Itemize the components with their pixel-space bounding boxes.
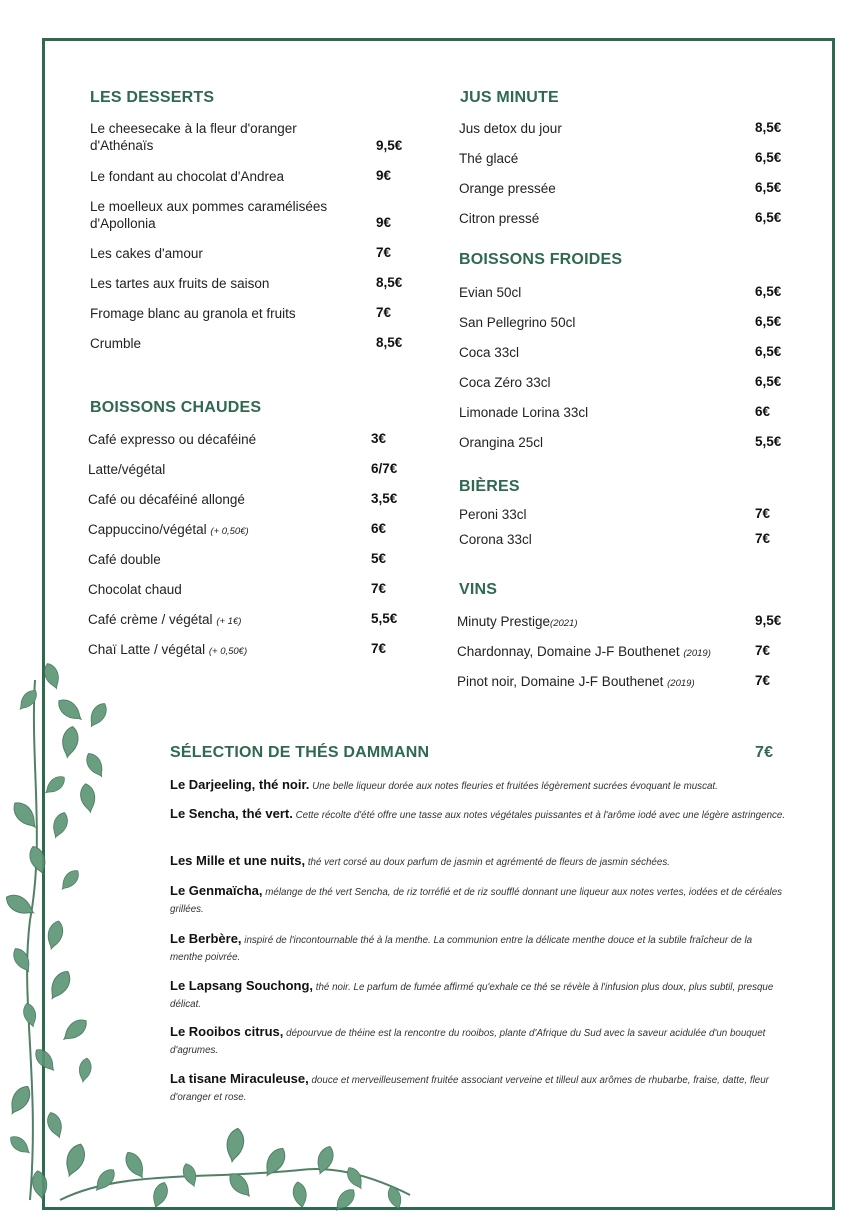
cold-drink-price: 6,5€ [755, 374, 782, 389]
tea-name: Le Berbère, [170, 931, 242, 946]
ivy-leaf [332, 1186, 359, 1214]
tea-description: dépourvue de théine est la rencontre du rooibos, plante d'Afrique du Sud avec la saveur acidulée d'un bouquet d'agrumes. [170, 1028, 766, 1056]
tea-price: 7€ [755, 744, 774, 761]
ivy-leaf [314, 1144, 337, 1176]
ivy-leaf [62, 1141, 89, 1178]
ivy-leaf [45, 919, 66, 950]
beer-price: 7€ [755, 506, 771, 521]
ivy-leaf [291, 1181, 308, 1209]
hot-drink-name: Chocolat chaud [88, 582, 182, 597]
juice-price: 6,5€ [755, 180, 782, 195]
ivy-leaf [42, 661, 63, 690]
ivy-leaf [16, 687, 40, 713]
tea-description: thé vert corsé au doux parfum de jasmin et agrémenté de fleurs de jasmin séchées. [307, 857, 670, 868]
dessert-item-name-cont: d'Apollonia [90, 216, 156, 231]
tea-description: mélange de thé vert Sencha, de riz torréfié et de riz soufflé donnant une liqueur aux notes vertes, iodées et de céréales grillées. [170, 887, 783, 915]
hot-drink-name: Café ou décaféiné allongé [88, 492, 245, 507]
cold-drink-price: 6€ [755, 404, 771, 419]
cold-drink-price: 6,5€ [755, 344, 782, 359]
juice-price: 6,5€ [755, 210, 782, 225]
ivy-leaf [261, 1145, 290, 1180]
section-title-vins: VINS [459, 581, 498, 598]
ivy-leaf [77, 1057, 93, 1083]
tea-description: douce et merveilleusement fruitée associant verveine et tilleul aux arômes de rhubarbe, fraise, datte, fleur d'oranger et rose. [170, 1075, 769, 1103]
hot-drink-note: (+ 1€) [216, 616, 242, 627]
cold-drink-name: Coca 33cl [459, 345, 520, 360]
beer-name: Corona 33cl [459, 532, 532, 547]
wine-label: Chardonnay, Domaine J-F Bouthenet [457, 644, 680, 659]
dessert-item-name: Le cheesecake à la fleur d'oranger [90, 121, 297, 136]
cold-drink-name: Coca Zéro 33cl [459, 375, 551, 390]
juice-price: 8,5€ [755, 120, 782, 135]
juice-name: Orange pressée [459, 181, 556, 196]
ivy-leaf [45, 1110, 66, 1139]
ivy-leaf [31, 1170, 50, 1201]
ivy-leaf [92, 1166, 119, 1194]
tea-name: La tisane Miraculeuse, [170, 1071, 309, 1086]
cold-drink-price: 5,5€ [755, 434, 782, 449]
dessert-item-name: Le fondant au chocolat d'Andrea [90, 169, 284, 184]
dessert-item-price: 9€ [376, 215, 392, 230]
ivy-leaf [42, 773, 68, 797]
dessert-item-name: Le moelleux aux pommes caramélisées [90, 199, 328, 214]
section-title-bieres: BIÈRES [459, 478, 520, 495]
tea-name: Les Mille et une nuits, [170, 853, 306, 868]
section-title-boissons-chaudes: BOISSONS CHAUDES [90, 399, 262, 416]
hot-drink-price: 3,5€ [371, 491, 398, 506]
tea-description: thé noir. Le parfum de fumée affirmé qu'exhale ce thé se révèle à l'infusion plus doux, plus subtil, presque délicat. [170, 982, 774, 1010]
ivy-leaf [50, 810, 71, 839]
dessert-item-price: 9,5€ [376, 138, 403, 153]
hot-drink-label: Cappuccino/végétal [88, 522, 207, 537]
ivy-leaf [46, 968, 75, 1003]
hot-drink-price: 5,5€ [371, 611, 398, 626]
ivy-leaf [60, 725, 80, 758]
ivy-leaf [122, 1149, 148, 1181]
tea-description: Une belle liqueur dorée aux notes fleuries et fruitées légèrement sucrées évoquant le muscat. [312, 781, 718, 792]
hot-drink-note: (+ 0,50€) [210, 526, 249, 537]
hot-drink-note: (+ 0,50€) [208, 646, 248, 657]
dessert-item-price: 7€ [376, 245, 392, 260]
ivy-leaf [344, 1165, 366, 1192]
section-title-boissons-froides: BOISSONS FROIDES [459, 251, 623, 268]
juice-name: Citron pressé [459, 211, 540, 226]
wine-price: 7€ [755, 643, 771, 658]
hot-drink-name: Café double [88, 552, 161, 567]
wine-vintage: (2021) [550, 618, 578, 629]
wine-vintage: (2019) [667, 678, 695, 689]
juice-price: 6,5€ [755, 150, 782, 165]
cold-drink-name: Evian 50cl [459, 285, 522, 300]
dessert-item-price: 8,5€ [376, 335, 403, 350]
dessert-item-name: Fromage blanc au granola et fruits [90, 306, 296, 321]
hot-drink-name: Latte/végétal [88, 462, 166, 477]
tea-name: Le Rooibos citrus, [170, 1024, 284, 1039]
juice-name: Jus detox du jour [459, 121, 562, 136]
hot-drink-price: 6/7€ [371, 461, 398, 476]
ivy-leaf [58, 867, 82, 893]
hot-drink-price: 7€ [371, 581, 387, 596]
ivy-leaf [86, 700, 110, 729]
dessert-item-name-cont: d'Athénaïs [90, 138, 154, 153]
ivy-leaf [79, 783, 98, 814]
hot-drink-label: Chaï Latte / végétal [88, 642, 206, 657]
ivy-leaf [60, 1015, 91, 1044]
dessert-item-name: Crumble [90, 336, 142, 351]
ivy-leaf [7, 1133, 33, 1157]
hot-drink-price: 5€ [371, 551, 387, 566]
ivy-leaf [6, 1083, 35, 1118]
tea-name: Le Darjeeling, thé noir. [170, 777, 310, 792]
ivy-leaf [10, 945, 34, 974]
tea-description: Cette récolte d'été offre une tasse aux notes végétales puissantes et à l'arôme iodé avec une légère astringence. [295, 810, 786, 821]
cold-drink-name: Orangina 25cl [459, 435, 544, 450]
ivy-leaf [32, 1046, 59, 1074]
beer-price: 7€ [755, 531, 771, 546]
wine-price: 7€ [755, 673, 771, 688]
wine-vintage: (2019) [683, 648, 711, 659]
wine-label: Pinot noir, Domaine J-F Bouthenet [457, 674, 664, 689]
ivy-leaf [224, 1127, 246, 1163]
ivy-leaf [55, 695, 86, 724]
ivy-leaf [27, 844, 50, 876]
hot-drink-price: 6€ [371, 521, 387, 536]
section-title-thes: SÉLECTION DE THÉS DAMMANN [170, 744, 430, 761]
tea-description: inspiré de l'incontournable thé à la menthe. La communion entre la délicate menthe douce et la subtile fraîcheur de la menthe poivrée. [170, 935, 753, 963]
dessert-item-name: Les tartes aux fruits de saison [90, 276, 270, 291]
hot-drink-price: 7€ [371, 641, 387, 656]
hot-drink-label: Café crème / végétal [88, 612, 213, 627]
section-title-jus-minute: JUS MINUTE [460, 89, 559, 106]
dessert-item-price: 7€ [376, 305, 392, 320]
section-title-desserts: LES DESSERTS [90, 89, 215, 106]
dessert-item-price: 9€ [376, 168, 392, 183]
hot-drink-name: Café expresso ou décaféiné [88, 432, 257, 447]
hot-drink-price: 3€ [371, 431, 387, 446]
ivy-leaf [83, 750, 107, 779]
dessert-item-price: 8,5€ [376, 275, 403, 290]
tea-name: Le Genmaïcha, [170, 883, 263, 898]
ivy-leaf [150, 1180, 171, 1209]
tea-name: Le Lapsang Souchong, [170, 978, 314, 993]
wine-label: Minuty Prestige [457, 614, 551, 629]
cold-drink-name: Limonade Lorina 33cl [459, 405, 589, 420]
juice-name: Thé glacé [459, 151, 519, 166]
beer-name: Peroni 33cl [459, 507, 527, 522]
ivy-leaf [385, 1185, 404, 1211]
cold-drink-price: 6,5€ [755, 284, 782, 299]
wine-price: 9,5€ [755, 613, 782, 628]
tea-name: Le Sencha, thé vert. [170, 806, 293, 821]
cold-drink-name: San Pellegrino 50cl [459, 315, 576, 330]
dessert-item-name: Les cakes d'amour [90, 246, 203, 261]
ivy-leaf [21, 1002, 38, 1028]
cold-drink-price: 6,5€ [755, 314, 782, 329]
